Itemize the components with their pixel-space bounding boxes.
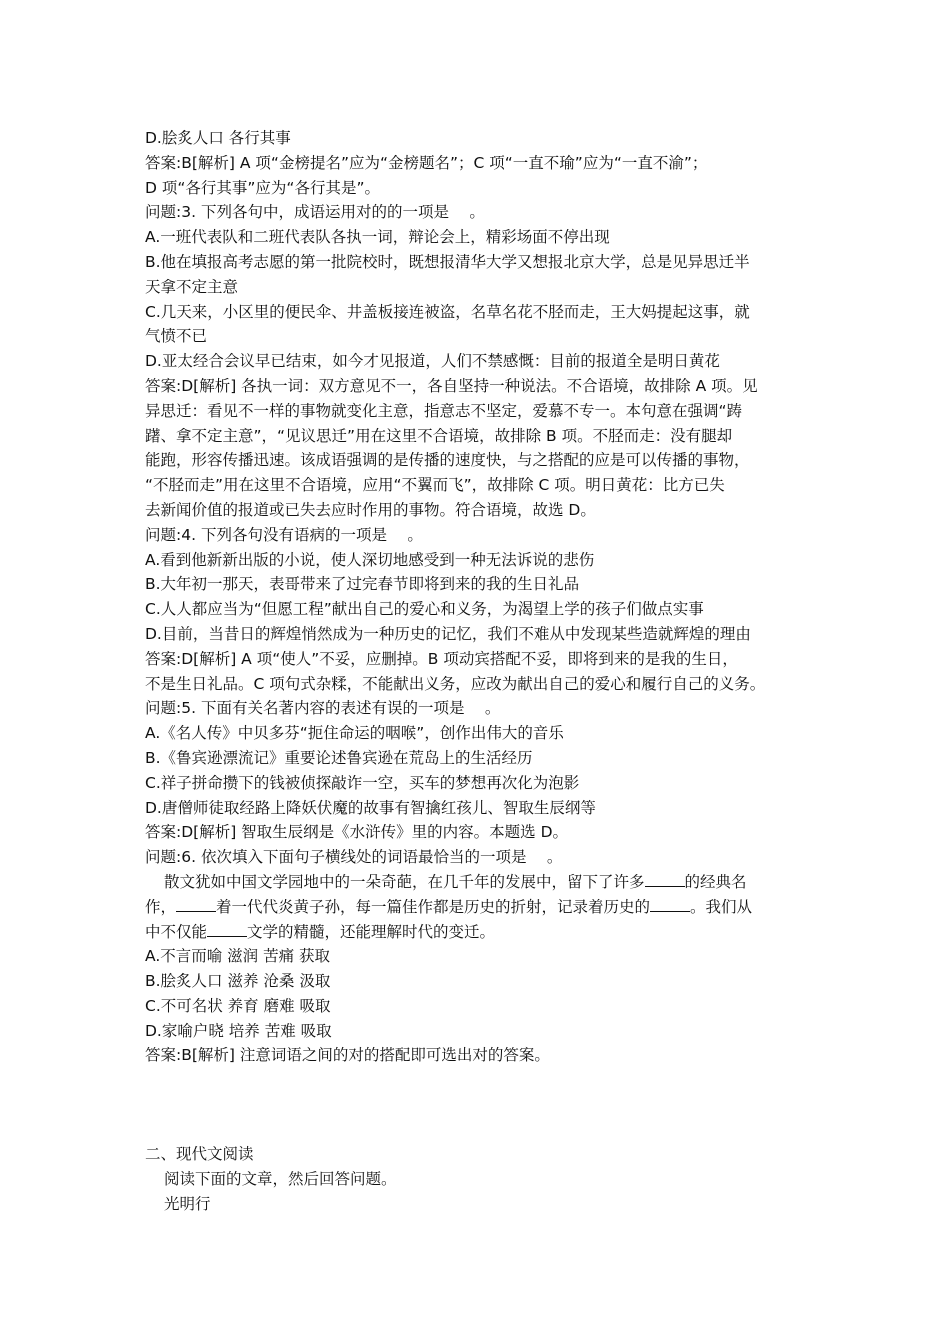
- section-spacer: [145, 1068, 820, 1142]
- q3-option-b-line-1: B.他在填报高考志愿的第一批院校时，既想报清华大学又想报北京大学，总是见异思迁半: [145, 252, 750, 271]
- q2-answer-line-1: 答案:B[解析] A 项“金榜提名”应为“金榜题名”；C 项“一直不瑜”应为“一直不渝”；: [145, 153, 708, 172]
- q3-answer-line-1: 答案:D[解析] 各执一词：双方意见不一，各自坚持一种说法。不合语境，故排除 A 项。见: [145, 376, 758, 395]
- q4-option-a: A.看到他新新出版的小说，使人深切地感受到一种无法诉说的悲伤: [145, 550, 595, 569]
- passage-text: 散文犹如中国文学园地中的一朵奇葩，在几千年的发展中，留下了许多: [164, 872, 645, 891]
- q3-answer-line-2: 异思迁：看见不一样的事物就变化主意，指意志不坚定，爱慕不专一。本句意在强调“踌: [145, 401, 743, 420]
- q4-question: 问题:4. 下列各句没有语病的一项是 。: [145, 525, 423, 544]
- q5-answer: 答案:D[解析] 智取生辰纲是《水浒传》里的内容。本题选 D。: [145, 823, 569, 842]
- q3-answer-line-6: 去新闻价值的报道或已失去应时作用的事物。符合语境，故选 D。: [145, 500, 596, 519]
- fill-blank-1: [645, 872, 685, 887]
- q6-passage-line-1: [145, 870, 820, 895]
- q5-option-b: B.《鲁宾逊漂流记》重要论述鲁宾逊在荒岛上的生活经历: [145, 748, 533, 767]
- q3-option-b-line-2: 天拿不定主意: [145, 277, 239, 296]
- q5-option-a: A.《名人传》中贝多芬“扼住命运的咽喉”，创作出伟大的音乐: [145, 724, 564, 743]
- fill-blank-4: [207, 922, 247, 937]
- fill-blank-2: [176, 897, 216, 912]
- q3-answer-line-4: 能跑，形容传播迅速。该成语强调的是传播的速度快，与之搭配的应是可以传播的事物，: [145, 451, 750, 470]
- fill-blank-3: [650, 897, 690, 912]
- q2-option-d: D.脍炙人口 各行其事: [145, 129, 291, 147]
- passage-text: 作，: [145, 897, 177, 916]
- q3-option-d: D.亚太经合会议早已结束，如今才见报道，人们不禁感慨：目前的报道全是明日黄花: [145, 352, 720, 371]
- passage-text: 。我们从: [690, 897, 753, 916]
- q2-answer-line-2: D 项“各行其事”应为“各行其是”。: [145, 178, 380, 197]
- q3-answer-line-3: 躇、拿不定主意”，“见议思迁”用在这里不合语境，故排除 B 项。不胫而走：没有腿却: [145, 426, 733, 445]
- q6-option-a: A.不言而喻 滋润 苦痛 获取: [145, 947, 331, 966]
- q6-option-b: B.脍炙人口 滋养 沧桑 汲取: [145, 972, 331, 991]
- q4-option-d: D.目前，当昔日的辉煌悄然成为一种历史的记忆，我们不难从中发现某些造就辉煌的理由: [145, 624, 751, 643]
- q6-option-d: D.家喻户晓 培养 苦难 吸取: [145, 1021, 332, 1040]
- passage-text: 的经典名: [684, 872, 747, 891]
- q5-question: 问题:5. 下面有关名著内容的表述有误的一项是 。: [145, 699, 501, 718]
- q6-passage-line-3: [145, 920, 820, 945]
- q5-option-d: D.唐僧师徒取经路上降妖伏魔的故事有智擒红孩儿、智取生辰纲等: [145, 798, 596, 817]
- document-page: [145, 126, 820, 1217]
- reading-instruction: 阅读下面的文章，然后回答问题。: [164, 1170, 397, 1189]
- q4-option-b: B.大年初一那天，表哥带来了过完春节即将到来的我的生日礼品: [145, 575, 580, 594]
- q4-answer-line-1: 答案:D[解析] A 项“使人”不妥，应删掉。B 项动宾搭配不妥，即将到来的是我的生日，: [145, 649, 738, 668]
- article-title: 光明行: [164, 1194, 211, 1213]
- section-heading: 二、现代文阅读: [145, 1145, 254, 1164]
- passage-text: 文学的精髓，还能理解时代的变迁。: [247, 922, 496, 941]
- q5-option-c: C.祥子拼命攒下的钱被侦探敲诈一空，买车的梦想再次化为泡影: [145, 773, 580, 792]
- q3-option-c-line-2: 气愤不已: [145, 327, 208, 346]
- q6-passage-line-2: [145, 895, 820, 920]
- q4-answer-line-2: 不是生日礼品。C 项句式杂糅，不能献出义务，应改为献出自己的爱心和履行自己的义务。: [145, 674, 766, 693]
- q6-answer: 答案:B[解析] 注意词语之间的对的搭配即可选出对的答案。: [145, 1046, 550, 1065]
- q6-question: 问题:6. 依次填入下面句子横线处的词语最恰当的一项是 。: [145, 848, 563, 867]
- passage-text: 中不仅能: [145, 922, 208, 941]
- passage-text: 着一代代炎黄子孙，每一篇佳作都是历史的折射，记录着历史的: [216, 897, 651, 916]
- q4-option-c: C.人人都应当为“但愿工程”献出自己的爱心和义务，为渴望上学的孩子们做点实事: [145, 600, 704, 619]
- q3-answer-line-5: “不胫而走”用在这里不合语境，应用“不翼而飞”，故排除 C 项。明日黄花：比方已失: [145, 476, 725, 495]
- q3-option-a: A.一班代表队和二班代表队各执一词，辩论会上，精彩场面不停出现: [145, 228, 610, 247]
- q3-option-c-line-1: C.几天来，小区里的便民伞、井盖板接连被盗，名草名花不胫而走，王大妈提起这事，就: [145, 302, 750, 321]
- q6-option-c: C.不可名状 养育 磨难 吸取: [145, 996, 331, 1015]
- q3-question: 问题:3. 下列各句中，成语运用对的的一项是 。: [145, 203, 485, 222]
